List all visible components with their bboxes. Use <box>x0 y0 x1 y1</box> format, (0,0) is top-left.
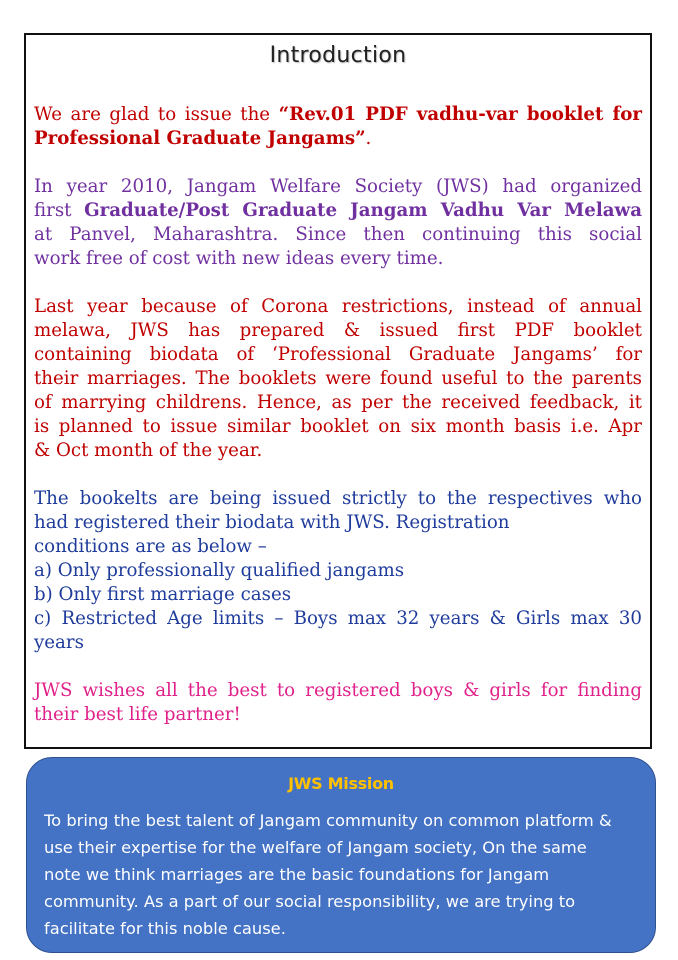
text-line <box>34 127 642 151</box>
melawa-name-bold: Graduate/Post Graduate Jangam Vadhu Var Melawa <box>84 200 643 221</box>
condition-item: c) Restricted Age limits – Boys max 32 years & Girls max 30 <box>34 608 642 629</box>
text-run: . <box>365 128 372 149</box>
mission-line: note we think marriages are the basic foundations for Jangam <box>44 865 550 884</box>
mission-title: JWS Mission <box>288 774 394 793</box>
booklet-title-bold: “Rev.01 PDF vadhu-var booklet for <box>278 104 642 125</box>
text-line: had registered their biodata with JWS. Registration <box>34 512 510 533</box>
text-line <box>34 199 642 223</box>
text-line <box>34 103 642 127</box>
mission-box <box>26 757 656 953</box>
text-line: The bookelts are being issued strictly to the respectives who <box>34 488 642 509</box>
introduction-box <box>24 33 652 749</box>
condition-item: a) Only professionally qualified jangams <box>34 560 405 581</box>
intro-paragraph-corona <box>34 295 642 463</box>
text-run: We are glad to issue the <box>34 104 279 125</box>
text-line: & Oct month of the year. <box>34 440 263 461</box>
mission-line: use their expertise for the welfare of Jangam society, On the same <box>44 838 587 857</box>
text-line: conditions are as below – <box>34 536 267 557</box>
text-line: melawa, JWS has prepared & issued first PDF booklet <box>34 320 642 341</box>
mission-line: To bring the best talent of Jangam community on common platform & <box>44 811 612 830</box>
text-line: at Panvel, Maharashtra. Since then continuing this social <box>34 224 642 245</box>
text-line: Last year because of Corona restrictions, instead of annual <box>34 296 642 317</box>
text-line: JWS wishes all the best to registered boys & girls for finding <box>34 680 642 701</box>
mission-line: facilitate for this noble cause. <box>44 919 286 938</box>
text-line: work free of cost with new ideas every time. <box>34 248 444 269</box>
intro-paragraph-booklet <box>34 103 642 151</box>
intro-paragraph-registration <box>34 487 642 655</box>
text-line: their marriages. The booklets were found useful to the parents <box>34 368 642 389</box>
intro-paragraph-history <box>34 175 642 271</box>
text-line: containing biodata of ‘Professional Graduate Jangams’ for <box>34 344 642 365</box>
text-line: In year 2010, Jangam Welfare Society (JWS) had organized <box>34 176 642 197</box>
text-line: years <box>34 632 84 653</box>
text-line: of marrying childrens. Hence, as per the received feedback, it <box>34 392 642 413</box>
introduction-title: Introduction <box>269 43 407 68</box>
booklet-title-bold: Professional Graduate Jangams” <box>34 128 366 149</box>
mission-text <box>44 807 655 942</box>
text-line: their best life partner! <box>34 704 241 725</box>
intro-paragraph-wishes <box>34 679 642 727</box>
condition-item: b) Only first marriage cases <box>34 584 292 605</box>
mission-line: community. As a part of our social responsibility, we are trying to <box>44 892 576 911</box>
text-line: is planned to issue similar booklet on six month basis i.e. Apr <box>34 416 642 437</box>
text-run: first <box>34 200 85 221</box>
